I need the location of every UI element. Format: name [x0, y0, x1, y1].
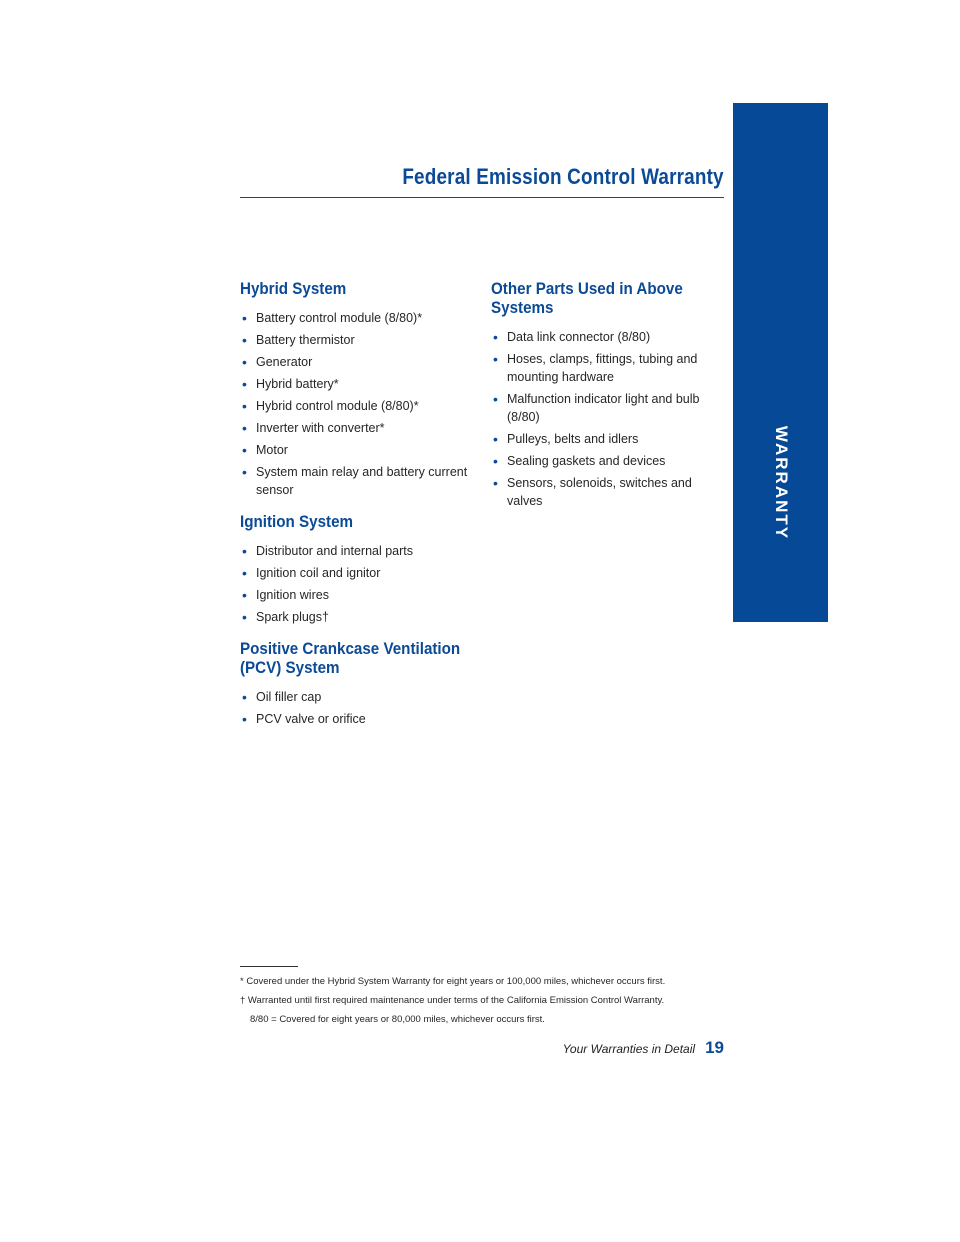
list-item [240, 441, 480, 459]
bullet-icon: • [242, 587, 247, 603]
bullet-icon: • [493, 475, 498, 491]
bullet-icon: • [242, 310, 247, 326]
list-item [491, 474, 719, 510]
bullet-icon: • [242, 376, 247, 392]
list-item-text: Battery control module (8/80)* [256, 311, 423, 325]
list-item-text: Data link connector (8/80) [507, 330, 651, 344]
bullet-list [240, 688, 480, 728]
bullet-list [240, 309, 480, 499]
list-item-text: Inverter with converter* [256, 421, 385, 435]
footnote-8-80-definition: 8/80 = Covered for eight years or 80,000 miles, whichever occurs first. [250, 1014, 545, 1025]
list-item [240, 463, 480, 499]
bullet-icon: • [242, 711, 247, 727]
page-number: 19 [705, 1038, 724, 1057]
bullet-icon: • [493, 453, 498, 469]
list-item [240, 331, 480, 349]
bullet-icon: • [242, 398, 247, 414]
list-item-text: Hoses, clamps, fittings, tubing and mounting hardware [507, 352, 698, 384]
list-item [491, 328, 719, 346]
footer-label: Your Warranties in Detail [562, 1042, 696, 1056]
bullet-icon: • [493, 391, 498, 407]
list-item-text: PCV valve or orifice [256, 712, 366, 726]
bullet-icon: • [242, 609, 247, 625]
list-item-text: Sensors, solenoids, switches and valves [507, 476, 692, 508]
list-item-text: Motor [256, 443, 288, 457]
page-title: Federal Emission Control Warranty [402, 164, 724, 189]
list-item [491, 430, 719, 448]
list-item-text: Malfunction indicator light and bulb (8/80) [507, 392, 700, 424]
right-column [491, 280, 719, 524]
list-item [491, 350, 719, 386]
list-item [240, 309, 480, 327]
list-item [240, 353, 480, 371]
title-divider [240, 197, 724, 198]
bullet-icon: • [242, 442, 247, 458]
bullet-icon: • [242, 354, 247, 370]
footnote-divider [240, 966, 298, 967]
bullet-icon: • [242, 689, 247, 705]
list-item [491, 390, 719, 426]
section-heading: Other Parts Used in Above Systems [491, 280, 683, 317]
footnote-hybrid-warranty: * Covered under the Hybrid System Warranty for eight years or 100,000 miles, whichever occurs first. [240, 976, 666, 987]
section-ignition-system [240, 513, 480, 626]
list-item-text: Hybrid control module (8/80)* [256, 399, 419, 413]
list-item [240, 688, 480, 706]
list-item [240, 419, 480, 437]
list-item [240, 542, 480, 560]
list-item-text: Hybrid battery* [256, 377, 339, 391]
list-item-text: Ignition wires [256, 588, 329, 602]
list-item [240, 710, 480, 728]
section-heading: Positive Crankcase Ventilation (PCV) System [240, 640, 461, 677]
list-item-text: Ignition coil and ignitor [256, 566, 381, 580]
bullet-icon: • [493, 329, 498, 345]
section-other-parts [491, 280, 719, 510]
section-heading: Ignition System [240, 513, 354, 531]
footnote-california-warranty: † Warranted until first required maintenance under terms of the California Emission Control Warranty. [240, 995, 665, 1006]
list-item [240, 586, 480, 604]
list-item-text: Distributor and internal parts [256, 544, 414, 558]
list-item [240, 397, 480, 415]
bullet-list [240, 542, 480, 626]
bullet-icon: • [242, 332, 247, 348]
footnotes [240, 972, 720, 1029]
list-item [240, 564, 480, 582]
section-hybrid-system [240, 280, 480, 499]
bullet-icon: • [242, 565, 247, 581]
list-item-text: Sealing gaskets and devices [507, 454, 666, 468]
list-item-text: System main relay and battery current sensor [256, 465, 468, 497]
side-tab-label: WARRANTY [771, 425, 791, 541]
list-item-text: Oil filler cap [256, 690, 322, 704]
list-item [240, 608, 480, 626]
list-item-text: Battery thermistor [256, 333, 355, 347]
left-column [240, 280, 480, 742]
section-heading: Hybrid System [240, 280, 347, 298]
list-item-text: Spark plugs† [256, 610, 329, 624]
list-item [240, 375, 480, 393]
page-footer [563, 1038, 724, 1058]
bullet-icon: • [242, 543, 247, 559]
bullet-icon: • [493, 351, 498, 367]
section-side-tab [733, 103, 828, 622]
list-item-text: Pulleys, belts and idlers [507, 432, 639, 446]
list-item-text: Generator [256, 355, 313, 369]
bullet-icon: • [493, 431, 498, 447]
section-pcv-system [240, 640, 480, 728]
bullet-icon: • [242, 464, 247, 480]
list-item [491, 452, 719, 470]
bullet-list [491, 328, 719, 510]
bullet-icon: • [242, 420, 247, 436]
